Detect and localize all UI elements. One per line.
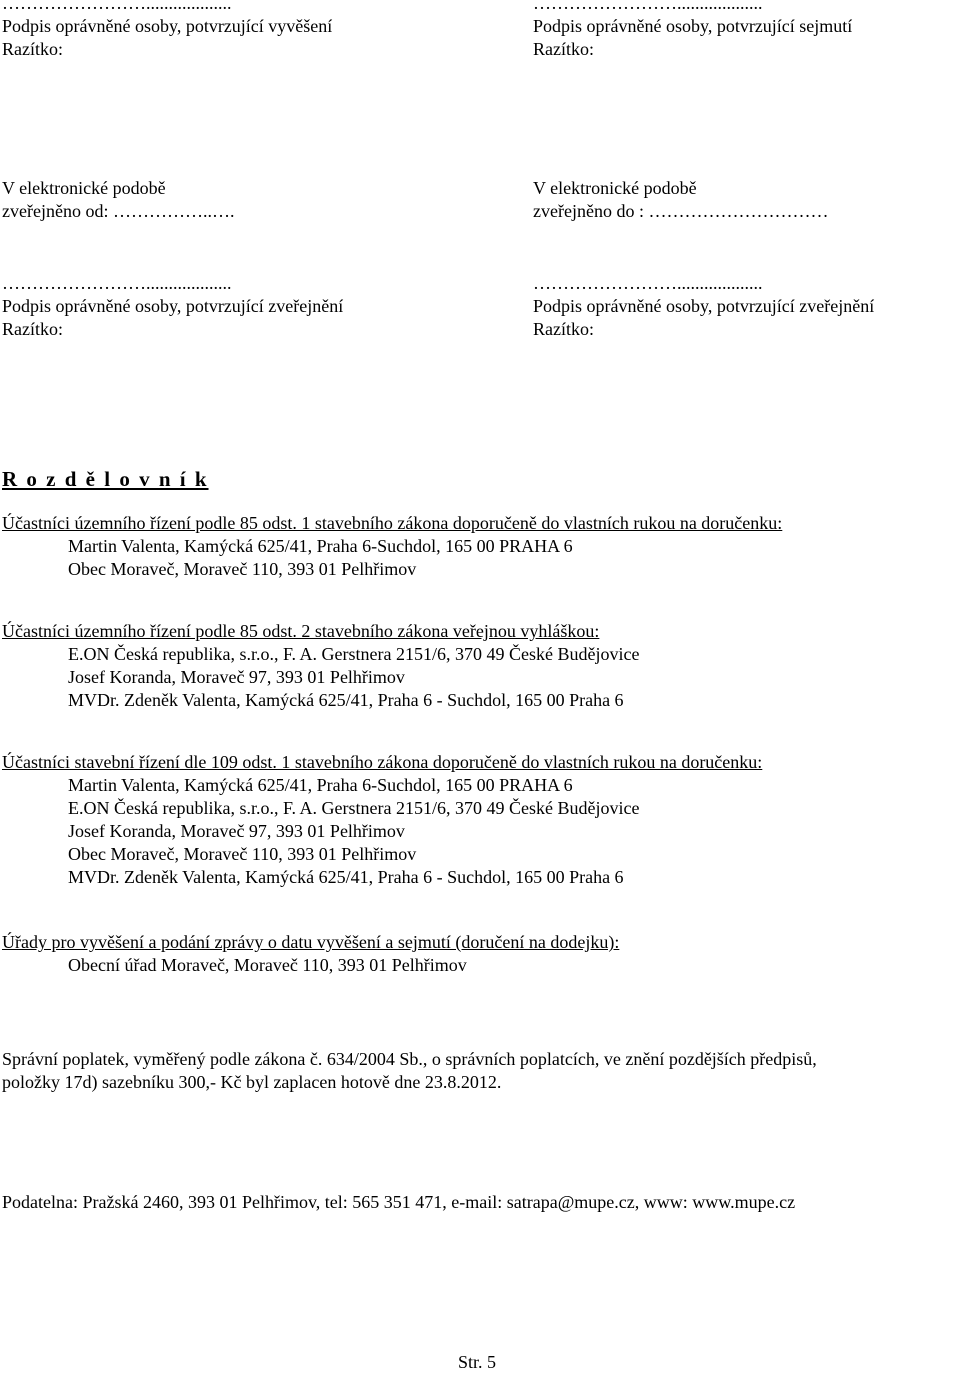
- fee-paragraph: [2, 1048, 817, 1094]
- stamp-label: Razítko:: [2, 39, 63, 59]
- signature-zverejneni-right: [533, 272, 874, 341]
- recipient-item: MVDr. Zdeněk Valenta, Kamýcká 625/41, Praha 6 - Suchdol, 165 00 Praha 6: [68, 690, 624, 710]
- distribution-section-1: [2, 512, 782, 581]
- signature-dots: ……………………...................: [533, 273, 763, 293]
- fee-line: Správní poplatek, vyměřený podle zákona č. 634/2004 Sb., o správních poplatcích, ve znění pozdějších předpisů,: [2, 1049, 817, 1069]
- electronic-label: V elektronické podobě: [2, 178, 166, 198]
- electronic-label: V elektronické podobě: [533, 178, 697, 198]
- fee-line: položky 17d) sazebníku 300,- Kč byl zaplacen hotově dne 23.8.2012.: [2, 1072, 502, 1092]
- signature-dots: ……………………...................: [533, 0, 763, 13]
- section-title: Účastníci stavební řízení dle 109 odst. 1 stavebního zákona doporučeně do vlastních rukou na doručenku:: [2, 752, 763, 772]
- recipient-item: MVDr. Zdeněk Valenta, Kamýcká 625/41, Praha 6 - Suchdol, 165 00 Praha 6: [68, 867, 624, 887]
- signature-zverejneni-left: [2, 272, 343, 341]
- signature-vyveseni: [2, 0, 332, 61]
- electronic-from: [2, 177, 234, 223]
- recipient-item: Obecní úřad Moraveč, Moraveč 110, 393 01 Pelhřimov: [68, 955, 467, 975]
- page-number: Str. 5: [458, 1352, 497, 1372]
- recipient-item: E.ON Česká republika, s.r.o., F. A. Gerstnera 2151/6, 370 49 České Budějovice: [68, 798, 640, 818]
- footer-contact: Podatelna: Pražská 2460, 393 01 Pelhřimov, tel: 565 351 471, e-mail: satrapa@mupe.cz, www: www.mupe.cz: [2, 1192, 796, 1212]
- signature-sejmuti: [533, 0, 852, 61]
- recipient-item: Obec Moraveč, Moraveč 110, 393 01 Pelhřimov: [68, 559, 417, 579]
- recipient-item: Obec Moraveč, Moraveč 110, 393 01 Pelhřimov: [68, 844, 417, 864]
- stamp-label: Razítko:: [533, 39, 594, 59]
- electronic-to: [533, 177, 828, 223]
- published-from-field: zveřejněno od: ……………..….: [2, 201, 235, 221]
- published-to-field: zveřejněno do : …………………………: [533, 201, 829, 221]
- section-title: Účastníci územního řízení podle 85 odst. 2 stavebního zákona veřejnou vyhláškou:: [2, 621, 600, 641]
- signature-label: Podpis oprávněné osoby, potvrzující vyvěšení: [2, 16, 333, 36]
- distribution-section-2: [2, 620, 639, 712]
- signature-dots: ……………………...................: [2, 0, 232, 13]
- section-title: Účastníci územního řízení podle 85 odst. 1 stavebního zákona doporučeně do vlastních rukou na doručenku:: [2, 513, 783, 533]
- stamp-label: Razítko:: [533, 319, 594, 339]
- rozdelovnik-heading: R o z d ě l o v n í k: [2, 467, 209, 491]
- signature-dots: ……………………...................: [2, 273, 232, 293]
- recipient-item: Martin Valenta, Kamýcká 625/41, Praha 6-Suchdol, 165 00 PRAHA 6: [68, 536, 573, 556]
- recipient-item: E.ON Česká republika, s.r.o., F. A. Gerstnera 2151/6, 370 49 České Budějovice: [68, 644, 640, 664]
- signature-label: Podpis oprávněné osoby, potvrzující zveřejnění: [2, 296, 344, 316]
- recipient-item: Josef Koranda, Moraveč 97, 393 01 Pelhřimov: [68, 821, 405, 841]
- stamp-label: Razítko:: [2, 319, 63, 339]
- recipient-item: Josef Koranda, Moraveč 97, 393 01 Pelhřimov: [68, 667, 405, 687]
- section-title: Úřady pro vyvěšení a podání zprávy o datu vyvěšení a sejmutí (doručení na dodejku):: [2, 932, 620, 952]
- distribution-section-4: [2, 931, 619, 977]
- distribution-section-3: [2, 751, 762, 889]
- recipient-item: Martin Valenta, Kamýcká 625/41, Praha 6-Suchdol, 165 00 PRAHA 6: [68, 775, 573, 795]
- signature-label: Podpis oprávněné osoby, potvrzující zveřejnění: [533, 296, 875, 316]
- signature-label: Podpis oprávněné osoby, potvrzující sejmutí: [533, 16, 853, 36]
